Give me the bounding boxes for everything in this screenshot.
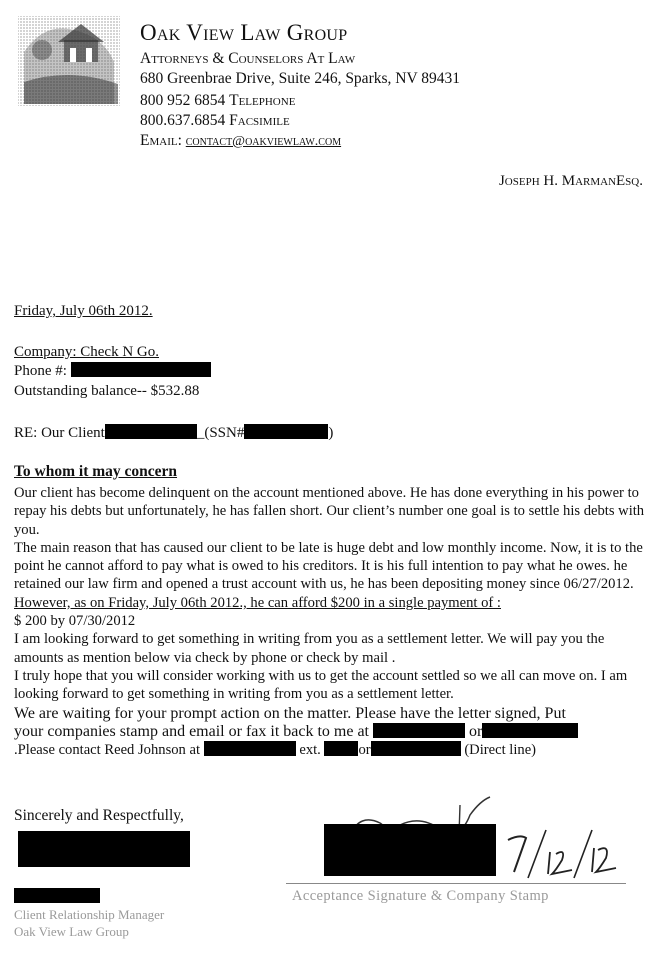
firm-address: 680 Greenbrae Drive, Suite 246, Sparks, NV 89431 xyxy=(140,70,460,87)
paragraph-4: I truly hope that you will consider working with us to get the account settled so we all can move on. I am looking forward to get something in writing from you as a settlement letter. xyxy=(14,667,628,703)
ssn-label: _(SSN# xyxy=(196,425,245,441)
redacted-block xyxy=(482,723,578,738)
closing: Sincerely and Respectfully, xyxy=(14,807,184,824)
fax-label: Facsimile xyxy=(229,112,290,129)
phone-label: Telephone xyxy=(229,92,296,109)
p6-or: or xyxy=(358,742,371,759)
letter-date: Friday, July 06th 2012. xyxy=(14,303,153,319)
redacted-block xyxy=(204,741,296,756)
paragraph-1: Our client has become delinquent on the account mentioned above. He has done everything in his power to repay his debts but unfortunately, he has fallen short. Our client’s number one goal is to settle his debts with you. xyxy=(14,485,645,538)
signature-line xyxy=(286,883,626,884)
paragraph-5-line-2 xyxy=(14,723,654,741)
redacted-name xyxy=(14,888,100,903)
signer-title: Client Relationship Manager xyxy=(14,907,165,922)
paragraph-6 xyxy=(14,741,654,759)
firm-logo xyxy=(14,12,124,110)
firm-phone xyxy=(140,91,295,111)
p6-direct: (Direct line) xyxy=(464,742,537,759)
p6-ext: ext. xyxy=(299,742,321,759)
firm-subtitle: Attorneys & Counselors At Law xyxy=(140,50,356,67)
redacted-signature xyxy=(18,831,190,867)
p5-text: your companies stamp and email or fax it back to me at xyxy=(14,722,369,740)
phone-line xyxy=(14,362,211,381)
firm-email xyxy=(140,131,341,152)
redacted-block xyxy=(371,741,461,756)
email-link[interactable]: contact@oakviewlaw.com xyxy=(185,134,342,149)
p5-or: or xyxy=(469,722,483,740)
email-label: Email: xyxy=(140,132,182,149)
salutation: To whom it may concern xyxy=(14,463,178,480)
redacted-block xyxy=(373,723,465,738)
payment-line: $ 200 by 07/30/2012 xyxy=(14,613,136,630)
balance-line: Outstanding balance-- $532.88 xyxy=(14,383,200,399)
paragraph-2-text: The main reason that has caused our client to be late is huge debt and low monthly income. Now, it is to the point he cannot afford to pay what is owed to his creditors. It is his full intention to pay what he owes. he retained our law firm and opened a trust account with us, he has been depositing money since 06/27/2012. xyxy=(14,539,643,593)
attorney-name: Joseph H. MarmanEsq. xyxy=(498,173,643,189)
signer-org: Oak View Law Group xyxy=(14,924,129,939)
letter-body xyxy=(14,484,654,759)
redacted-block xyxy=(324,741,358,756)
fax-number: 800.637.6854 xyxy=(140,112,226,129)
ssn-close: ) xyxy=(328,425,334,441)
phone-number: 800 952 6854 xyxy=(140,92,226,109)
firm-fax xyxy=(140,111,290,131)
company-line: Company: Check N Go. xyxy=(14,344,159,360)
re-line xyxy=(14,424,333,443)
redacted-acceptance-signature xyxy=(324,824,496,876)
redacted-block xyxy=(105,424,197,439)
phone-line-label: Phone #: xyxy=(14,363,67,379)
p6-start: .Please contact Reed Johnson at xyxy=(14,742,201,759)
paragraph-5-line-1: We are waiting for your prompt action on the matter. Please have the letter signed, Put xyxy=(14,704,566,722)
paragraph-2-underlined: However, as on Friday, July 06th 2012., he can afford $200 in a single payment of : xyxy=(14,594,501,611)
paragraph-3: I am looking forward to get something in writing from you as a settlement letter. We will pay you the amounts as mention below via check by phone or check by mail . xyxy=(14,631,605,666)
firm-name: Oak View Law Group xyxy=(140,20,348,45)
acceptance-label: Acceptance Signature & Company Stamp xyxy=(292,888,549,904)
re-label: RE: Our Client xyxy=(14,425,105,441)
handwritten-date-drawing xyxy=(500,822,620,882)
redacted-block xyxy=(244,424,328,439)
paragraph-2 xyxy=(14,539,654,612)
redacted-block xyxy=(71,362,211,377)
